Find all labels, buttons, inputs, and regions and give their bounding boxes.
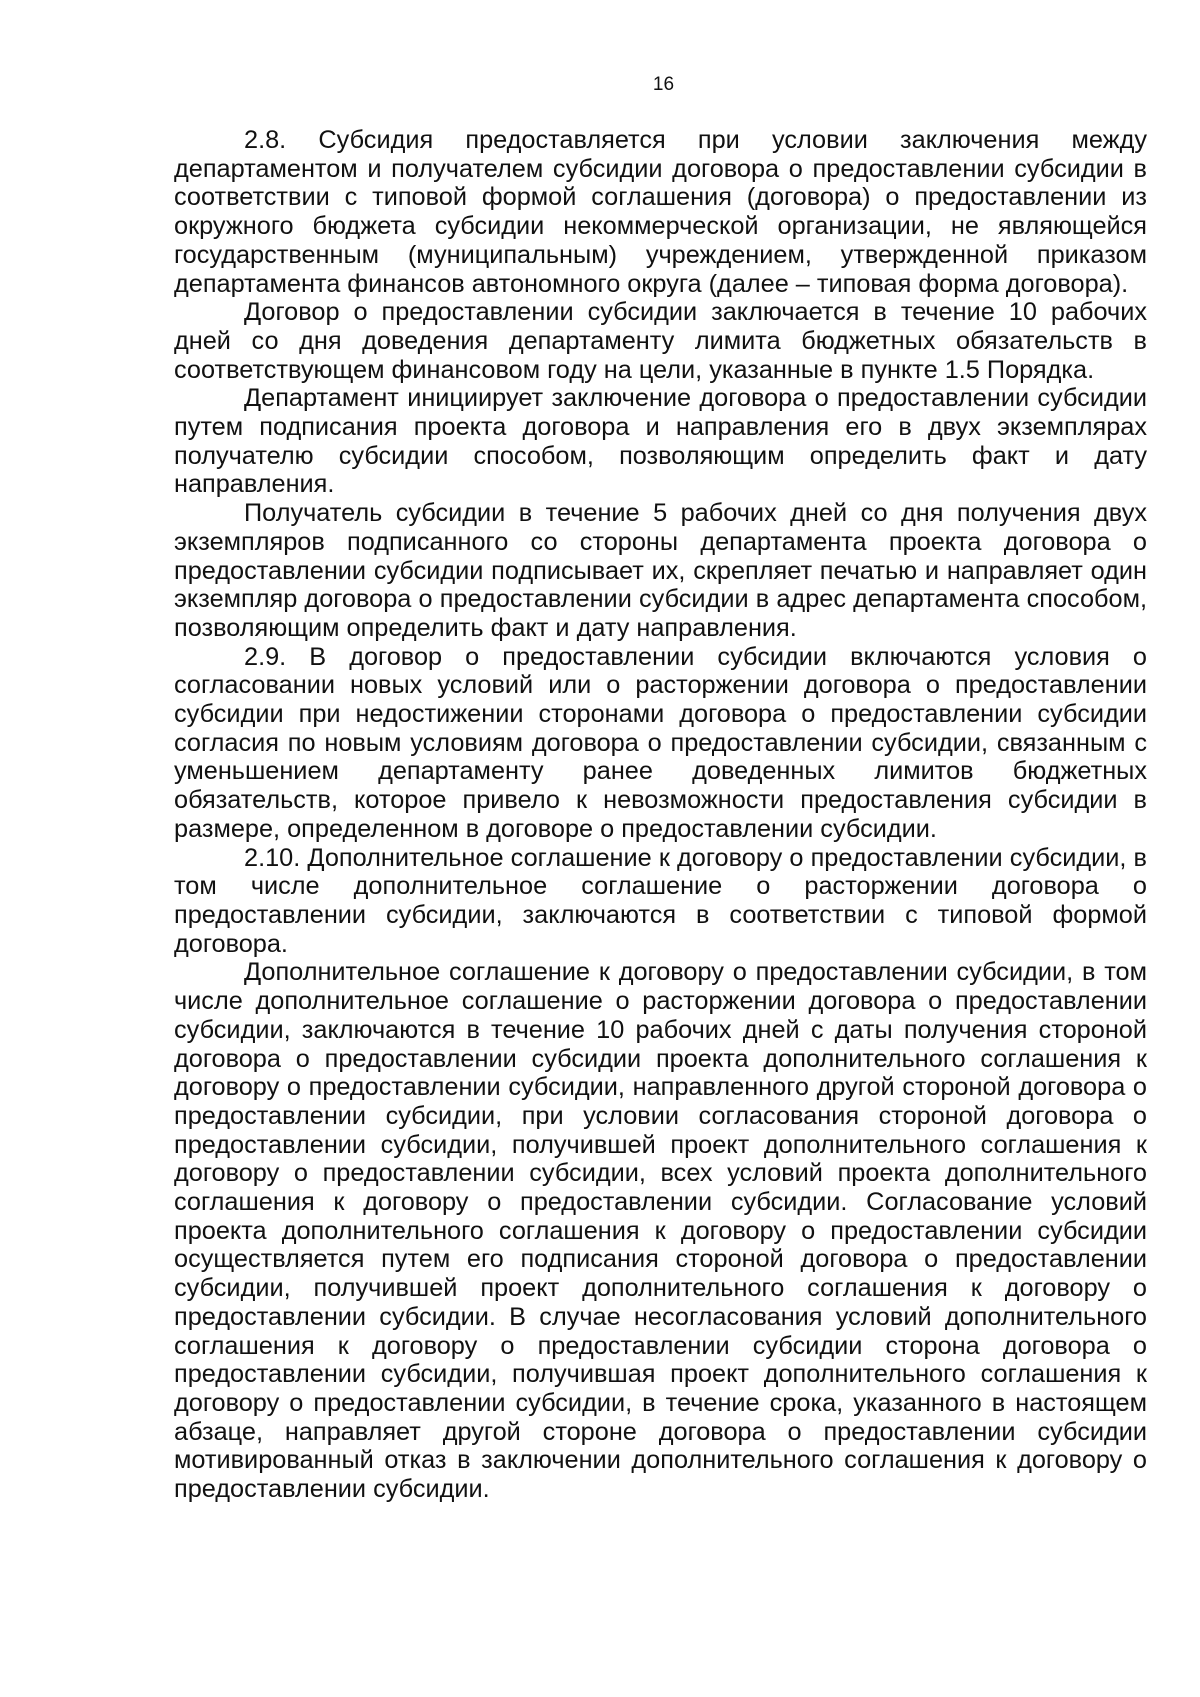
paragraph-department-initiates: Департамент инициирует заключение договора о предоставлении субсидии путем подписания проекта договора и направления его в двух экземплярах получателю субсидии способом, позволяющим определить факт и дату направления. xyxy=(174,384,1147,499)
document-body xyxy=(174,126,1147,1504)
page-number: 16 xyxy=(652,74,675,95)
paragraph-2-8: 2.8. Субсидия предоставляется при условии заключения между департаментом и получателем субсидии договора о предоставлении субсидии в соответствии с типовой формой соглашения (договора) о предоставлении из окружного бюджета субсидии некоммерческой организации, не являющейся государственным (муниципальным) учреждением, утвержденной приказом департамента финансов автономного округа (далее – типовая форма договора). xyxy=(174,126,1147,298)
paragraph-2-10: 2.10. Дополнительное соглашение к договору о предоставлении субсидии, в том числе дополнительное соглашение о расторжении договора о предоставлении субсидии, заключаются в соответствии с типовой формой договора. xyxy=(174,843,1147,958)
paragraph-contract-term: Договор о предоставлении субсидии заключается в течение 10 рабочих дней со дня доведения департаменту лимита бюджетных обязательств в соответствующем финансовом году на цели, указанные в пункте 1.5 Порядка. xyxy=(174,298,1147,384)
paragraph-additional-agreement: Дополнительное соглашение к договору о предоставлении субсидии, в том числе дополнительное соглашение о расторжении договора о предоставлении субсидии, заключаются в течение 10 рабочих дней с даты получения стороной договора о предоставлении субсидии проекта дополнительного соглашения к договору о предоставлении субсидии, направленного другой стороной договора о предоставлении субсидии, при условии согласования стороной договора о предоставлении субсидии, получившей проект дополнительного соглашения к договору о предоставлении субсидии, всех условий проекта дополнительного соглашения к договору о предоставлении субсидии. Согласование условий проекта дополнительного соглашения к договору о предоставлении субсидии осуществляется путем его подписания стороной договора о предоставлении субсидии, получившей проект дополнительного соглашения к договору о предоставлении субсидии. В случае несогласования условий дополнительного соглашения к договору о предоставлении субсидии сторона договора о предоставлении субсидии, получившая проект дополнительного соглашения к договору о предоставлении субсидии, в течение срока, указанного в настоящем абзаце, направляет другой стороне договора о предоставлении субсидии мотивированный отказ в заключении дополнительного соглашения к договору о предоставлении субсидии. xyxy=(174,958,1147,1504)
paragraph-recipient-signs: Получатель субсидии в течение 5 рабочих дней со дня получения двух экземпляров подписанного со стороны департамента проекта договора о предоставлении субсидии подписывает их, скрепляет печатью и направляет один экземпляр договора о предоставлении субсидии в адрес департамента способом, позволяющим определить факт и дату направления. xyxy=(174,499,1147,642)
paragraph-2-9: 2.9. В договор о предоставлении субсидии включаются условия о согласовании новых условий или о расторжении договора о предоставлении субсидии при недостижении сторонами договора о предоставлении субсидии согласия по новым условиям договора о предоставлении субсидии, связанным с уменьшением департаменту ранее доведенных лимитов бюджетных обязательств, которое привело к невозможности предоставления субсидии в размере, определенном в договоре о предоставлении субсидии. xyxy=(174,642,1147,843)
